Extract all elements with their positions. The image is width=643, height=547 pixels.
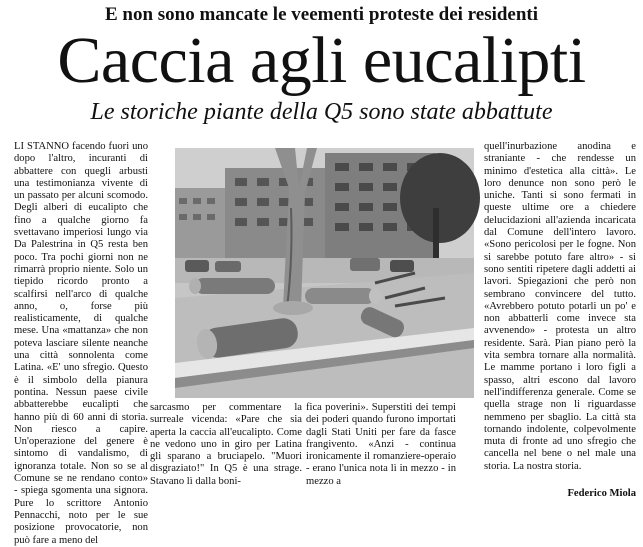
article-column-2 (150, 402, 302, 488)
column-4-text: quell'inurbazione anodina e straniante - che rendesse un minimo d'estetica alla città». Le loro denunce non sono però le uniche. Tanti si sono fermati in queste ultime ore a chiedere delucidazioni all'azienda incaricata dal Comune dell'intero lavoro. «Sono pericolosi per le fogne. Non si sarebbe potuto fare altro» - si sono sentiti ripetere dagli addetti ai lavori. Spiegazioni che però non sembrano convincere del tutto. «Avrebbero potuto potarli un po' e non abbatterli come invece sta avvenendo» - protesta un altro residente. Sarà. Pian piano però la vita sembra tornare alla normalità. Le mamme portano i loro figli a spasso, altri escono dal lavoro nell'indifferenza generale. Come se quella strage non li riguardasse nemmeno per sbaglio. La città sta tornando indolente, colpevolmente muta di fronte ad uno sfregio che cancella nel bene o nel male una storia. La nostra storia. (484, 141, 636, 472)
column-3-text: fica poverini». Superstiti dei tempi dei poderi quando furono importati dagli Stati Uniti per fare da fasce frangivento. «Anzi - continua ironicamente il romanziere-operaio - erano l'unica nota lì in mezzo - in mezzo a (306, 402, 456, 487)
headline: Caccia agli eucalipti (57, 24, 586, 97)
author-signature: Federico Miola (567, 488, 636, 499)
column-2-text: sarcasmo per commentare la surreale vicenda: «Pare che sia aperta la caccia all'eucalipto. Come ne vedono uno in giro per Latina gli sparano a bruciapelo. "Muori disgraziato!" In Q5 è una strage. Stavano lì dalla boni- (150, 402, 302, 487)
article-column-1 (14, 141, 148, 547)
article-photo (175, 148, 474, 398)
column-1-text: LI STANNO facendo fuori uno dopo l'altro, incuranti di abbattere con quegli arbusti una testimonianza vivente di un passato per alcuni scomodo. Degli alberi di eucalipto che fino a qualche giorno fa svettavano imperiosi lungo via Da Palestrina in Q5 resta ben poco. Tra pochi giorni non ne rimarrà proprio niente. Solo un tiepido ricordo pronto a scalfirsi nell'arco di qualche anno, o, forse più realisticamente, di qualche mese. Una «mattanza» che non poteva lasciare silente neanche una città sonnolenta come Latina. «E' uno sfregio. Questo è il simbolo della pianura pontina. Nessun paese civile abbatterebbe eucalipti che hanno più di 60 anni di storia. Non riesco a capire. Un'operazione del genere è sintomo di vandalismo, di ignoranza totale. Non so se al Comune se ne rendano conto» - spiega sgomenta una signora. Pure lo scrittore Antonio Pennacchi, noto per le sue posizione provocatorie, non può fare a meno del (14, 141, 148, 546)
article-column-4 (484, 141, 636, 473)
kicker: E non sono mancate le veementi proteste dei residenti (104, 4, 539, 25)
subtitle: Le storiche piante della Q5 sono state abbattute (90, 99, 553, 125)
article-column-3 (306, 402, 456, 488)
